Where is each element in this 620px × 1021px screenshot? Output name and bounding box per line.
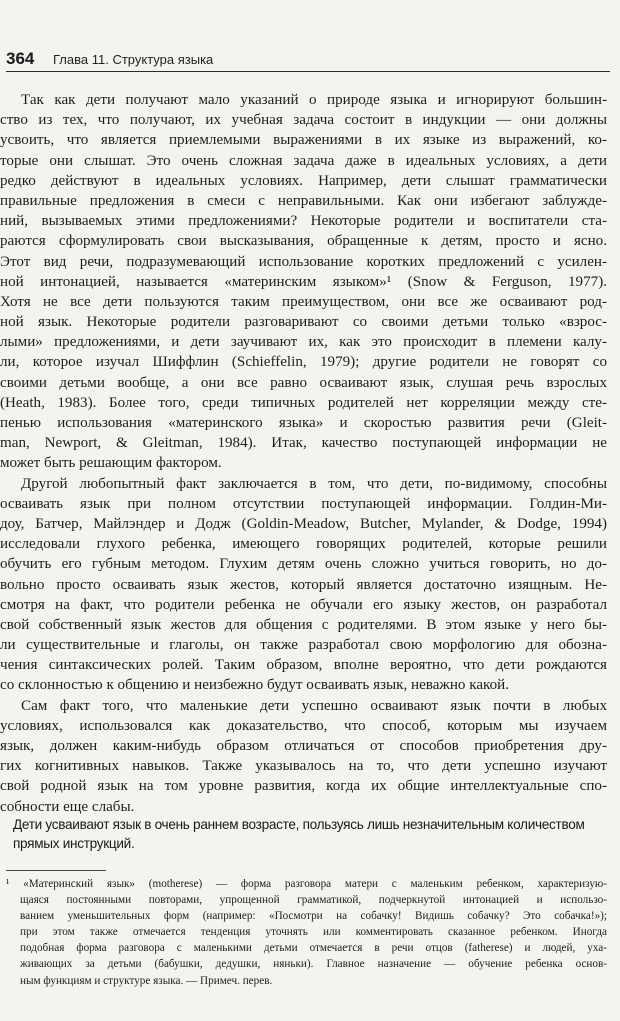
text-line: правильные предложения в смеси с неправильными. Как они избегают заблужде-: [0, 192, 607, 209]
text-line: редко действуют в идеальных условиях. Например, дети слышат грамматически: [0, 172, 607, 189]
text-line: условиях, использовался как доказательство, что способ, которым мы изучаем: [0, 717, 607, 734]
text-line: ной интонацией, называется «материнским языком»¹ (Snow & Ferguson, 1977).: [0, 273, 607, 290]
footnote-line: ванием уменьшительных форм (например: «Посмотри на собачку! Видишь собачку? Это собачка!»);: [20, 910, 607, 923]
footnote-line: живающих за детьми (бабушки, дедушки, няньки). Главное назначение — обучение ребенка основ-: [20, 958, 607, 971]
text-line: свой родной язык на том уровне развития, когда их общие интеллектуальные спо-: [0, 778, 607, 795]
footnote-divider: [6, 870, 106, 871]
text-line: Так как дети получают мало указаний о природе языка и игнорируют большин-: [21, 92, 607, 108]
text-line: торые они слышат. Это очень сложная задача даже в идеальных условиях, а дети: [0, 152, 607, 169]
text-line: (Heath, 1983). Более того, среди типичных родителей нет корреляции между сте-: [0, 394, 607, 411]
text-line: гих когнитивных навыков. Также указывалось на то, что дети успешно изучают: [0, 758, 607, 775]
text-line: Сам факт того, что маленькие дети успешно осваивают язык почти в любых: [21, 697, 607, 714]
text-line: обучить его губным методом. Глухим детям очень сложно учиться говорить, но до-: [0, 556, 607, 573]
text-line: man, Newport, & Gleitman, 1984). Итак, качество поступающей информации не: [0, 435, 607, 452]
text-line: чения синтаксических ролей. Таким образом, вполне вероятно, что дети рождаются: [0, 657, 607, 674]
text-line: пенью использования «материнского языка» и скоростью развития речи (Gleit-: [0, 415, 607, 431]
footnote-line: подобная форма разговора с маленькими детьми отмечается в речи отцов (fatherese) и людей, уха-: [20, 942, 607, 955]
text-line: ство из тех, что получают, их учебная задача состоит в индукции — они должны: [0, 112, 607, 129]
text-line: своими детьми вообще, а они все равно осваивают язык, слушая речь взрослых: [0, 374, 607, 391]
text-line: собности еще слабы.: [0, 798, 135, 815]
text-line: свой собственный язык жестов для общения с родителями. В этом языке у него бы-: [0, 616, 607, 633]
text-line: Этот вид речи, подразумевающий использование коротких предложений с усилен-: [0, 253, 607, 270]
text-line: вольно просто осваивать язык жестов, который является достаточно изящным. Не-: [0, 576, 607, 593]
footnote-line: ¹ «Материнский язык» (motherese) — форма разговора матери с маленьким ребенком, характеризую-: [6, 878, 607, 890]
callout-line: Дети усваивают язык в очень раннем возрасте, пользуясь лишь незначительным количеством: [13, 817, 585, 832]
callout-line: прямых инструкций.: [13, 836, 135, 851]
text-line: ний, вызываемых этими предложениями? Некоторые родители и воспитатели ста-: [0, 213, 607, 230]
footnote-line: ным функциям и структуре языка. — Примеч. перев.: [20, 974, 273, 987]
footnote: [0, 876, 607, 989]
key-point-callout: [13, 815, 598, 853]
text-line: лыми» предложениями, и дети заучивают их, как это происходит в племени калу-: [0, 334, 607, 351]
text-line: язык, должен каким-нибудь образом отличаться от способов приобретения дру-: [0, 738, 607, 754]
text-line: ной язык. Некоторые родители разговаривают со своими детьми только «взрос-: [0, 314, 607, 331]
text-line: может быть решающим фактором.: [0, 455, 222, 472]
text-line: доу, Батчер, Майлэндер и Додж (Goldin-Meadow, Butcher, Mylander, & Dodge, 1994): [0, 515, 607, 532]
text-line: исследовали глухого ребенка, имеющего говорящих родителей, которые решили: [0, 536, 607, 553]
text-line: со склонностью к общению и неизбежно будут осваивать язык, неважно какой.: [0, 677, 510, 694]
chapter-title: Глава 11. Структура языка: [53, 52, 214, 67]
text-line: усвоить, что является приемлемыми выражениями в их языке из выражений, ко-: [0, 132, 607, 149]
footnote-line: при этом также отмечается тенденция уточнять или комментировать сказанное ребенком. Иногда: [20, 926, 607, 939]
main-text: [0, 90, 607, 817]
text-line: Хотя не все дети пользуются таким преимуществом, они все же осваивают род-: [0, 293, 607, 310]
footnote-line: щаяся постоянными повторами, упрощенной грамматикой, подчеркнутой интонацией и использо-: [20, 894, 607, 907]
text-line: ли, которое изучал Шиффлин (Schieffelin, 1979); другие родители не говорят со: [0, 354, 607, 371]
text-line: осваивать язык при полном отсутствии поступающей информации. Голдин-Ми-: [0, 495, 607, 512]
text-line: Другой любопытный факт заключается в том, что дети, по-видимому, способны: [21, 475, 607, 492]
text-line: раются сформулировать свои высказывания, обращенные к детям, просто и ясно.: [0, 233, 607, 250]
running-header: [6, 49, 610, 72]
page-number: 364: [6, 49, 35, 68]
text-line: ли существительные и глаголы, он также разработал свою морфологию для обозна-: [0, 637, 607, 654]
text-line: смотря на факт, что родители ребенка не обучали его языку жестов, он разработал: [0, 596, 607, 613]
